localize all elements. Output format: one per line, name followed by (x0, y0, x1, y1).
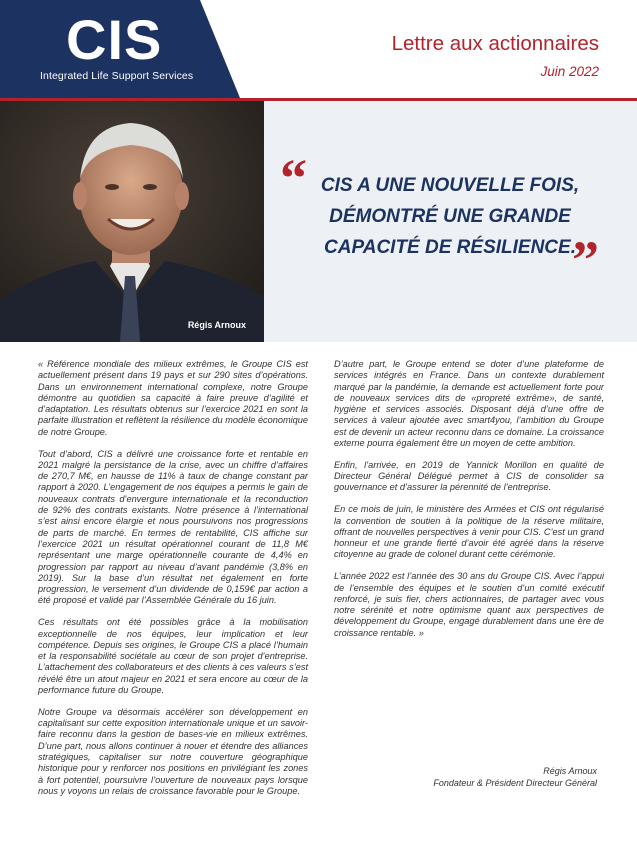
paragraph: Enfin, l’arrivée, en 2019 de Yannick Morillon en qualité de Directeur Général Délégué permet à CIS de consolider sa gouvernance et d’assurer la pérennité de l’entreprise. (334, 459, 604, 493)
signature-name: Régis Arnoux (543, 766, 597, 776)
paragraph: L’année 2022 est l’année des 30 ans du Groupe CIS. Avec l’appui de l’ensemble des équipes et le soutien d’un comité exécutif renforcé, je suis fier, chers actionnaires, de partager avec vous notre sérénité et notre optimisme quant aux perspectives de développement du Groupe, engagé durablement dans une ère de croissance rentable. » (334, 571, 604, 638)
portrait-illustration (0, 101, 264, 342)
photo-caption: Régis Arnoux (187, 320, 246, 330)
paragraph: Ces résultats ont été possibles grâce à la mobilisation exceptionnelle de nos équipes, leur implication et leur compétence. Depuis ses origines, le Groupe CIS a placé l’humain et la responsabilité sociétale au cœur de son projet d’entreprise. L’attachement des collaborateurs et des clients à ces valeurs s’est révélé être un atout majeur en 2021 et sera encore au cœur de la performance future du Groupe. (38, 617, 308, 696)
paragraph: D’autre part, le Groupe entend se doter d’une plateforme de services intégrés en France. Dans un contexte durablement marqué par la pandémie, la demande est actuellement forte pour de nouveaux services dits de «propreté extrême», de santé, hygiène et services associés. Disposant déjà d’une offre de services à valeur ajoutée avec smart4you, l’ambition du Groupe est de devenir un acteur reconnu dans ce domaine. La croissance externe pourra également être un moyen de cette ambition. (334, 359, 604, 449)
paragraph: Notre Groupe va désormais accélérer son développement en capitalisant sur cette exposition internationale unique et un savoir-faire reconnu dans la gestion de bases-vie en milieux extrêmes. D’une part, nous allons continuer à nouer et étendre des alliances stratégiques, capitaliser sur notre couverture géographique historique pour y renforcer nos positions en privilégiant les zones à fort potentiel, poursuivre l’ouverture de nouveaux pays lorsque nous y voyons un relais de croissance favorable pour le Groupe. (38, 706, 308, 796)
letter-column-right (334, 359, 604, 650)
page-header (0, 0, 637, 98)
signature-role: Fondateur & Président Directeur Général (433, 778, 597, 788)
paragraph: Tout d’abord, CIS a délivré une croissance forte et rentable en 2021 malgré la persistance de la crise, avec un chiffre d’affaires de 270,7 M€, en hausse de 11% à taux de change constant par rapport à 2020. L’engagement de nos équipes a permis le gain de nouveaux contrats d’envergure internationale et la reconduction de 92% des contrats existants. Notre présence à l’international s’est ainsi encore élargie et nous poursuivons nos progressions de parts de marché. En termes de rentabilité, CIS affiche sur l’exercice 2021 un résultat opérationnel courant de 11,8 M€ représentant une marge opérationnelle courante de 4,4% en progression par rapport au niveau d’avant pandémie (3,8% en 2019). Sur la base d’un résultat net également en forte progression, le versement d’un dividende de 0,159€ par action a été proposé et validé par l’Assemblée Générale du 16 juin. (38, 448, 308, 606)
paragraph: « Référence mondiale des milieux extrêmes, le Groupe CIS est actuellement présent dans 19 pays et sur 290 sites d’opérations. Dans un environnement international complexe, notre Groupe démontre au quotidien sa capacité à faire preuve d’agilité et d’adaptation. Les résultats obtenus sur l’exercice 2021 en sont la parfaite illustration et reflètent la résilience du modèle économique de notre Groupe. (38, 359, 308, 437)
close-quote-mark: ” (572, 230, 599, 290)
issue-date: Juin 2022 (540, 64, 599, 79)
open-quote-mark: “ (280, 148, 307, 208)
pull-quote: CIS A UNE NOUVELLE FOIS, DÉMONTRÉ UNE GRANDE CAPACITÉ DE RÉSILIENCE. (320, 175, 580, 258)
portrait-photo (0, 101, 264, 342)
letter-column-left (38, 359, 308, 808)
cis-logo (0, 0, 240, 98)
paragraph: En ce mois de juin, le ministère des Armées et CIS ont régularisé la convention de soutien à la politique de la réserve militaire, offrant de nouvelles perspectives à venir pour CIS. C’est un grand honneur et une grande fierté d’avoir été agréé dans la réserve citoyenne au grade de colonel durant cette cérémonie. (334, 504, 604, 560)
logo-text: CIS (66, 8, 163, 71)
page-title: Lettre aux actionnaires (391, 32, 599, 55)
logo-tagline: Integrated Life Support Services (40, 70, 194, 82)
hero-band (0, 101, 637, 342)
